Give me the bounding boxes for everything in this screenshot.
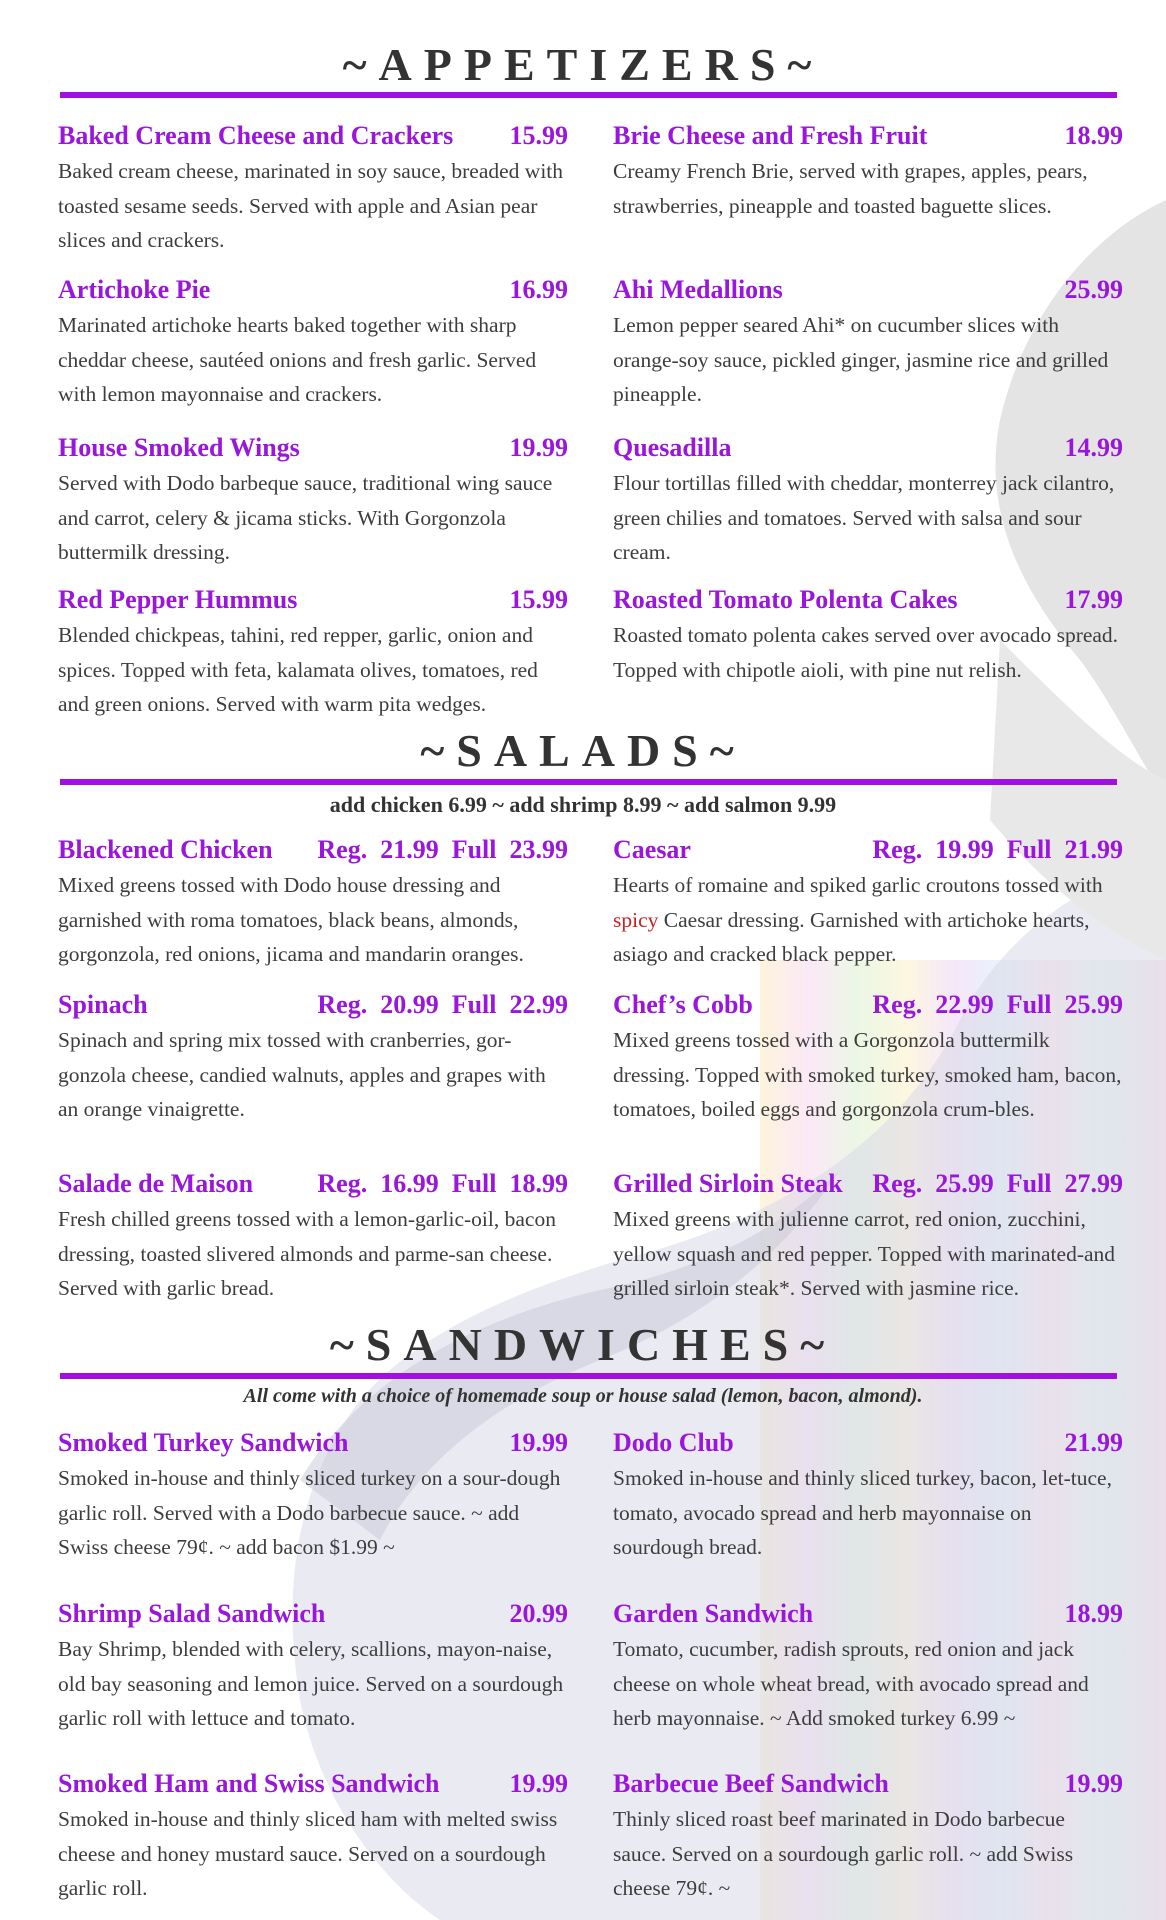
menu-item-house-smoked-wings (58, 432, 568, 570)
menu-item-red-pepper-hummus (58, 584, 568, 722)
item-name: Smoked Turkey Sandwich (58, 1428, 349, 1457)
item-name: Smoked Ham and Swiss Sandwich (58, 1769, 440, 1798)
item-description: Thinly sliced roast beef marinated in Dodo barbecue sauce. Served on a sourdough garlic roll. ~ add Swiss cheese 79¢. ~ (613, 1807, 1074, 1900)
menu-item-dodo-club (613, 1427, 1123, 1565)
item-price: Reg. 22.99 Full 25.99 (872, 990, 1123, 1019)
item-name: House Smoked Wings (58, 433, 300, 462)
item-price: 17.99 (1064, 585, 1123, 614)
item-description: Smoked in-house and thinly sliced turkey, bacon, let-tuce, tomato, avocado spread and herb mayonnaise on sourdough bread. (613, 1466, 1112, 1559)
item-price: Reg. 21.99 Full 23.99 (317, 835, 568, 864)
item-price: 21.99 (1064, 1428, 1123, 1457)
item-name: Caesar (613, 835, 691, 864)
salads-title: ~SALADS~ (420, 725, 746, 776)
description-text: Caesar dressing. Garnished with artichoke hearts, asiago and cracked black pepper. (613, 907, 1090, 966)
item-description (613, 868, 1123, 972)
menu-item-shrimp-salad-sandwich (58, 1598, 568, 1736)
item-price: 15.99 (509, 121, 568, 150)
item-description: Served with Dodo barbeque sauce, traditional wing sauce and carrot, celery & jicama sticks. With Gorgonzola buttermilk dressing. (58, 471, 553, 564)
item-price: 18.99 (1064, 121, 1123, 150)
item-description: Tomato, cucumber, radish sprouts, red onion and jack cheese on whole wheat bread, with avocado spread and herb mayonnaise. ~ Add smoked turkey 6.99 ~ (613, 1637, 1089, 1730)
item-price: 25.99 (1064, 275, 1123, 304)
menu-item-artichoke-pie (58, 274, 568, 412)
menu-item-smoked-turkey-sandwich (58, 1427, 568, 1565)
item-name: Grilled Sirloin Steak (613, 1169, 843, 1198)
sandwiches-note: All come with a choice of homemade soup or house salad (lemon, bacon, almond). (243, 1385, 923, 1407)
item-description: Fresh chilled greens tossed with a lemon-garlic-oil, bacon dressing, toasted slivered almonds and parme-san cheese. Served with garlic bread. (58, 1207, 556, 1300)
item-name: Barbecue Beef Sandwich (613, 1769, 889, 1798)
item-name: Garden Sandwich (613, 1599, 814, 1628)
menu-item-blackened-chicken (58, 834, 568, 972)
item-price: 20.99 (509, 1599, 568, 1628)
menu-item-chefs-cobb (613, 989, 1123, 1127)
menu-item-ham-and-swiss-sandwich (58, 1768, 568, 1906)
item-name: Chef’s Cobb (613, 990, 753, 1019)
menu-item-salade-de-maison (58, 1168, 568, 1306)
menu-item-garden-sandwich (613, 1598, 1123, 1736)
item-price: 19.99 (1064, 1769, 1123, 1798)
item-description: Roasted tomato polenta cakes served over avocado spread. Topped with chipotle aioli, with pine nut relish. (613, 623, 1119, 682)
item-description: Baked cream cheese, marinated in soy sauce, breaded with toasted sesame seeds. Served with apple and Asian pear slices and crackers. (58, 159, 564, 252)
item-description: Smoked in-house and thinly sliced ham with melted swiss cheese and honey mustard sauce. Served on a sourdough garlic roll. (58, 1807, 558, 1900)
item-description: Creamy French Brie, served with grapes, apples, pears, strawberries, pineapple and toasted baguette slices. (613, 159, 1088, 218)
item-name: Roasted Tomato Polenta Cakes (613, 585, 958, 614)
item-price: Reg. 20.99 Full 22.99 (317, 990, 568, 1019)
item-name: Baked Cream Cheese and Crackers (58, 121, 454, 150)
item-description: Marinated artichoke hearts baked together with sharp cheddar cheese, sautéed onions and fresh garlic. Served with lemon mayonnaise and crackers. (58, 313, 537, 406)
item-description: Mixed greens tossed with Dodo house dressing and garnished with roma tomatoes, black beans, almonds, gorgonzola, red onions, jicama and mandarin oranges. (58, 873, 524, 966)
menu-item-grilled-sirloin-steak (613, 1168, 1123, 1306)
item-name: Spinach (58, 990, 148, 1019)
menu-item-spinach (58, 989, 568, 1127)
menu-item-brie-cheese (613, 120, 1123, 223)
salads-divider (60, 779, 1117, 785)
menu-item-quesadilla (613, 432, 1123, 570)
item-description: Flour tortillas filled with cheddar, monterrey jack cilantro, green chilies and tomatoes. Served with salsa and sour cream. (613, 471, 1115, 564)
item-description: Bay Shrimp, blended with celery, scallions, mayon-naise, old bay seasoning and lemon juice. Served on a sourdough garlic roll with lettuce and tomato. (58, 1637, 564, 1730)
menu-item-polenta-cakes (613, 584, 1123, 687)
item-name: Artichoke Pie (58, 275, 211, 304)
spicy-highlight: spicy (613, 907, 659, 932)
item-description: Blended chickpeas, tahini, red repper, garlic, onion and spices. Topped with feta, kalamata olives, tomatoes, red and green onions. Served with warm pita wedges. (58, 623, 538, 716)
menu-item-baked-cream-cheese (58, 120, 568, 258)
menu-item-barbecue-beef-sandwich (613, 1768, 1123, 1906)
menu-item-caesar (613, 834, 1123, 972)
item-name: Shrimp Salad Sandwich (58, 1599, 326, 1628)
item-name: Dodo Club (613, 1428, 734, 1457)
item-name: Blackened Chicken (58, 835, 273, 864)
item-description: Mixed greens with julienne carrot, red onion, zucchini, yellow squash and red pepper. Topped with marinated-and grilled sirloin steak*. Served with jasmine rice. (613, 1207, 1116, 1300)
item-price: Reg. 16.99 Full 18.99 (317, 1169, 568, 1198)
sandwiches-divider (60, 1373, 1117, 1379)
item-price: 18.99 (1064, 1599, 1123, 1628)
item-price: 14.99 (1064, 433, 1123, 462)
item-price: 16.99 (509, 275, 568, 304)
salads-addons-note: add chicken 6.99 ~ add shrimp 8.99 ~ add salmon 9.99 (329, 792, 837, 817)
item-description: Mixed greens tossed with a Gorgonzola buttermilk dressing. Topped with smoked turkey, smoked ham, bacon, tomatoes, boiled eggs and gorgonzola crum-bles. (613, 1028, 1122, 1121)
description-text: Hearts of romaine and spiked garlic croutons tossed with (613, 873, 1103, 897)
item-description: Lemon pepper seared Ahi* on cucumber slices with orange-soy sauce, pickled ginger, jasmine rice and grilled pineapple. (613, 313, 1109, 406)
menu-item-ahi-medallions (613, 274, 1123, 412)
item-name: Ahi Medallions (613, 275, 783, 304)
item-name: Salade de Maison (58, 1169, 254, 1198)
item-name: Red Pepper Hummus (58, 585, 298, 614)
item-description: Smoked in-house and thinly sliced turkey on a sour-dough garlic roll. Served with a Dodo barbecue sauce. ~ add Swiss cheese 79¢. ~ add bacon $1.99 ~ (58, 1466, 561, 1559)
item-name: Brie Cheese and Fresh Fruit (613, 121, 928, 150)
item-price: 19.99 (509, 1769, 568, 1798)
item-price: 19.99 (509, 433, 568, 462)
sandwiches-title: ~SANDWICHES~ (329, 1319, 837, 1370)
item-name: Quesadilla (613, 433, 732, 462)
appetizers-divider (60, 92, 1117, 98)
item-price: Reg. 25.99 Full 27.99 (872, 1169, 1123, 1198)
item-price: 15.99 (509, 585, 568, 614)
item-price: 19.99 (509, 1428, 568, 1457)
item-description: Spinach and spring mix tossed with cranberries, gor-gonzola cheese, candied walnuts, apples and grapes with an orange vinaigrette. (58, 1028, 546, 1121)
appetizers-title: ~APPETIZERS~ (342, 39, 824, 90)
item-price: Reg. 19.99 Full 21.99 (872, 835, 1123, 864)
